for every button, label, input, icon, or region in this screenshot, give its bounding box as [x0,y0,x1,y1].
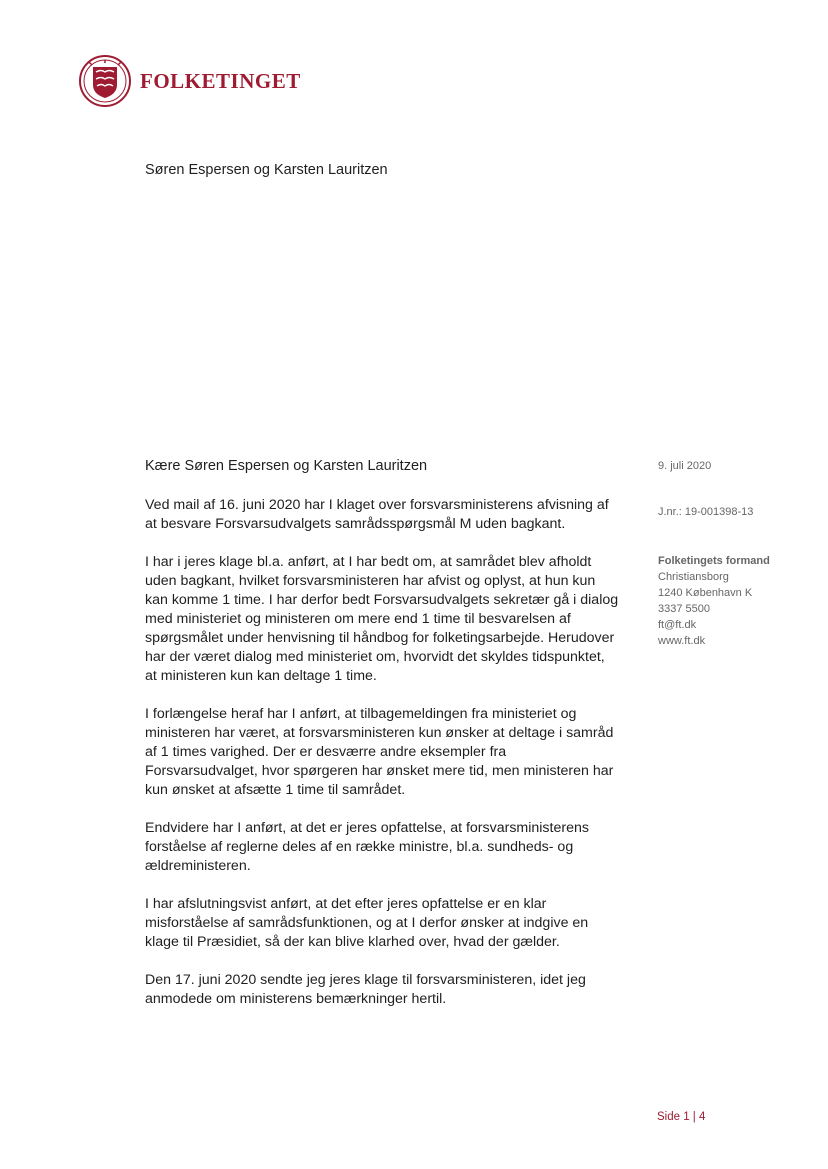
sender-contact [658,553,770,649]
email: ft@ft.dk [658,619,697,631]
letter-date: 9. juli 2020 [658,460,712,472]
reference-number: J.nr.: 19-001398-13 [658,506,754,518]
paragraph: Ved mail af 16. juni 2020 har I klaget over forsvarsministerens afvisning af at besvare Forsvarsudvalgets samrådsspørgsmål M uden bagkant. [145,497,609,532]
paragraph: I har i jeres klage bl.a. anført, at I har bedt om, at samrådet blev afholdt uden bagkant, hvilket forsvarsministeren har afvist og oplyst, at hun kun kan komme 1 time. I har derfor bedt Forsvarsudvalgets sekretær gå i dialog med ministeriet og ministeren om mere end 1 time til besvarelsen af spørgsmålet under henvisning til håndbog for folketingsarbejde. Herudover har der været dialog med ministeriet om, hvorvidt det skyldes tidspunktet, at ministeren kun kan deltage 1 time. [145,554,619,684]
paragraph: I forlængelse heraf har I anført, at tilbagemeldingen fra ministeriet og ministeren har været, at forsvarsministeren kun ønsker at deltage i samråd af 1 times varighed. Der er desværre andre eksempler fra Forsvarsudvalget, hvor spørgeren har ønsket mere tid, men ministeren har kun ønsket at afsætte 1 time til samrådet. [145,706,614,798]
folketinget-seal-icon [78,54,132,108]
phone: 3337 5500 [658,603,710,615]
address-line: 1240 København K [658,587,753,599]
letter-body [145,496,620,1028]
paragraph: Endvidere har I anført, at det er jeres opfattelse, at forsvarsministerens forståelse af reglerne deles af en række ministre, bl.a. sundheds- og ældreministeren. [145,820,589,874]
org-name: FOLKETINGET [140,68,301,93]
page-number: Side 1 | 4 [657,1111,706,1123]
website: www.ft.dk [658,635,706,647]
sender-title: Folketingets formand [658,555,770,567]
address-line: Christiansborg [658,571,729,583]
letterhead-logo [78,54,301,108]
recipients: Søren Espersen og Karsten Lauritzen [145,162,388,178]
paragraph: I har afslutningsvist anført, at det efter jeres opfattelse er en klar misforståelse af samrådsfunktionen, og at I derfor ønsker at indgive en klage til Præsidiet, så der kan blive klarhed over, hvad der gælder. [145,896,589,950]
salutation: Kære Søren Espersen og Karsten Lauritzen [145,458,428,474]
paragraph: Den 17. juni 2020 sendte jeg jeres klage til forsvarsministeren, idet jeg anmodede om ministerens bemærkninger hertil. [145,972,586,1007]
